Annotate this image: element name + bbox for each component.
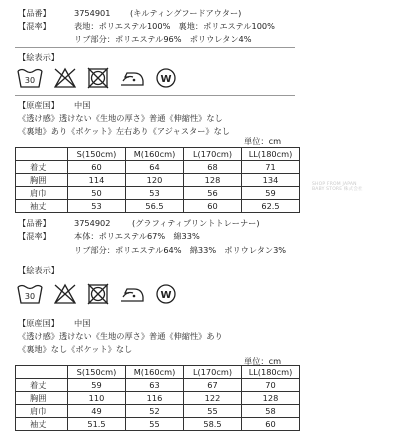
table-row [16,392,300,405]
table-cell: 70 [242,379,300,392]
row-label: 着丈 [16,161,68,174]
no-bleach-icon [53,283,77,305]
material-line: 表地：ポリエステル100% 裏地：ポリエステル100% [74,21,275,31]
properties-line: 《裏地》あり《ポケット》左右あり《アジャスター》なし [18,126,230,136]
size-table [15,365,300,431]
header-cell: LL(180cm) [242,366,300,379]
table-cell: 128 [242,392,300,405]
table-row [16,379,300,392]
care-icons [17,283,177,305]
table-cell: 68 [184,161,242,174]
unit-label: 単位：cm [244,356,282,366]
row-label: 胸囲 [16,392,68,405]
table-header-row [16,148,300,161]
table-cell: 114 [68,174,126,187]
table-row [16,174,300,187]
wet-clean-icon [155,67,177,89]
no-tumble-dry-icon [87,67,109,89]
table-cell: 60 [242,418,300,431]
table-cell: 56 [184,187,242,200]
table-cell: 116 [126,392,184,405]
table-row [16,161,300,174]
care-label: 【絵表示】 [18,52,59,62]
table-cell: 59 [242,187,300,200]
table-cell: 53 [68,200,126,213]
material-label: 【混率】 [18,231,51,241]
item-number: 3754901 [74,8,111,18]
table-cell: 67 [184,379,242,392]
table-cell: 64 [126,161,184,174]
table-cell: 110 [68,392,126,405]
header-cell: S(150cm) [68,148,126,161]
item-number-label: 【品番】 [18,8,51,18]
origin-label: 【原産国】 [18,318,59,328]
properties-line: 《透け感》透けない《生地の厚さ》普通《伸縮性》あり [18,331,223,341]
wet-clean-letter: W [160,290,172,301]
table-cell: 52 [126,405,184,418]
row-label: 袖丈 [16,418,68,431]
origin: 中国 [74,318,91,328]
watermark [312,182,363,192]
table-cell: 62.5 [242,200,300,213]
watermark-line: SHOP FROM JAPAN [312,182,357,187]
header-cell: M(160cm) [126,366,184,379]
origin: 中国 [74,100,91,110]
item-name: (キルティングフードアウター) [130,8,242,18]
care-icons [17,67,177,89]
material-line: リブ部分：ポリエステル96% ポリウレタン4% [74,34,252,44]
table-cell: 49 [68,405,126,418]
header-cell: M(160cm) [126,148,184,161]
origin-label: 【原産国】 [18,100,59,110]
iron-low-icon [119,283,145,305]
item-name: (グラフィティプリントトレーナー) [132,218,260,228]
no-bleach-icon [53,67,77,89]
table-cell: 60 [68,161,126,174]
header-cell: L(170cm) [184,148,242,161]
table-cell: 128 [184,174,242,187]
table-cell: 59 [68,379,126,392]
row-label: 着丈 [16,379,68,392]
header-cell: L(170cm) [184,366,242,379]
row-label: 肩巾 [16,405,68,418]
row-label: 肩巾 [16,187,68,200]
material-line: リブ部分：ポリエステル64% 綿33% ポリウレタン3% [74,245,287,255]
table-cell: 58.5 [184,418,242,431]
item-number-label: 【品番】 [18,218,51,228]
no-tumble-dry-icon [87,283,109,305]
material-line: 本体：ポリエステル67% 綿33% [74,231,200,241]
wash-30-icon [17,67,43,89]
wash-30-icon [17,283,43,305]
item-number: 3754902 [74,218,111,228]
header-cell: S(150cm) [68,366,126,379]
header-cell [16,366,68,379]
table-cell: 120 [126,174,184,187]
properties-line: 《裏地》なし《ポケット》なし [18,344,133,354]
table-header-row [16,366,300,379]
divider [15,47,295,48]
table-cell: 51.5 [68,418,126,431]
watermark-line: BABY STORE 株式会社 [312,187,363,192]
properties-line: 《透け感》透けない《生地の厚さ》普通《伸縮性》なし [18,113,223,123]
table-cell: 55 [126,418,184,431]
table-cell: 63 [126,379,184,392]
header-cell: LL(180cm) [242,148,300,161]
table-row [16,418,300,431]
iron-low-icon [119,67,145,89]
wash-temp: 30 [24,292,36,301]
row-label: 袖丈 [16,200,68,213]
table-row [16,200,300,213]
table-cell: 60 [184,200,242,213]
table-cell: 53 [126,187,184,200]
wet-clean-letter: W [160,74,172,85]
header-cell [16,148,68,161]
unit-label: 単位：cm [244,136,282,146]
table-cell: 50 [68,187,126,200]
care-label: 【絵表示】 [18,265,59,275]
table-cell: 134 [242,174,300,187]
wash-temp: 30 [24,76,36,85]
table-row [16,187,300,200]
divider [15,95,295,96]
table-cell: 71 [242,161,300,174]
material-label: 【混率】 [18,21,51,31]
wet-clean-icon [155,283,177,305]
table-cell: 122 [184,392,242,405]
table-cell: 56.5 [126,200,184,213]
table-cell: 55 [184,405,242,418]
size-table [15,147,300,213]
table-cell: 58 [242,405,300,418]
row-label: 胸囲 [16,174,68,187]
